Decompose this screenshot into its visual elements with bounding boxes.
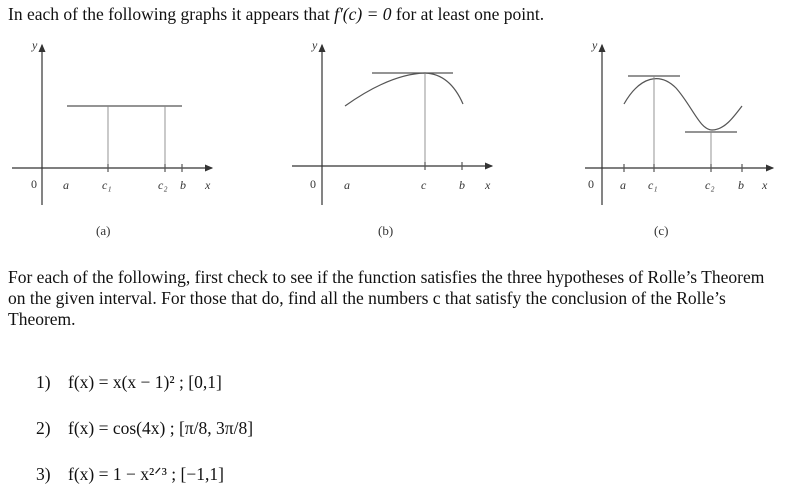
intro-math: f′(c) = 0: [334, 4, 392, 24]
graph-b-tick-c: c: [421, 178, 427, 192]
graph-a-tick-b: b: [180, 178, 186, 192]
graph-c-function-curve: [624, 79, 742, 130]
graph-c-y-label: y: [592, 38, 598, 52]
graph-c-origin-label: 0: [588, 177, 594, 191]
graph-b-origin-label: 0: [310, 177, 316, 191]
problem-1: 1) f(x) = x(x − 1)² ; [0,1]: [36, 372, 222, 392]
problem-2: 2) f(x) = cos(4x) ; [π/8, 3π/8]: [36, 418, 254, 438]
graph-a-tick-a: a: [63, 178, 69, 192]
problem-3-interval: [−1,1]: [180, 464, 224, 484]
problem-2-function: f(x) = cos(4x): [68, 418, 166, 438]
problem-1-interval: [0,1]: [188, 372, 222, 392]
problem-1-number: 1): [36, 372, 51, 392]
problem-1-function: f(x) = x(x − 1)²: [68, 372, 175, 392]
graph-c: [585, 45, 773, 205]
graph-a-tick-x: x: [205, 178, 211, 192]
graph-b-function-curve: [345, 73, 463, 106]
problem-3-function: f(x) = 1 − x²ᐟ³: [68, 464, 167, 484]
graph-c-tick-b: b: [738, 178, 744, 192]
graph-a-y-label: y: [32, 38, 38, 52]
graph-a-tick-c2: c₂: [158, 178, 168, 192]
instructions-paragraph: For each of the following, first check to see if the function satisfies the three hypotheses of Rolle’s Theorem on the given interval. For those that do, find all the numbers c that satisfy the conclusion of the Rolle’s Theorem.: [8, 267, 765, 329]
intro-text-before: In each of the following graphs it appears that: [8, 4, 335, 24]
graph-b-tick-a: a: [344, 178, 350, 192]
graph-c-caption: (c): [654, 223, 669, 238]
problem-2-interval: [π/8, 3π/8]: [178, 418, 254, 438]
graph-c-tick-c2: c₂: [705, 178, 715, 192]
graph-c-tick-c1: c₁: [648, 178, 658, 192]
graph-c-tick-a: a: [620, 178, 626, 192]
problem-2-number: 2): [36, 418, 51, 438]
graph-a-origin-label: 0: [31, 177, 37, 191]
problem-3: 3) f(x) = 1 − x²ᐟ³ ; [−1,1]: [36, 464, 224, 484]
graph-a-tick-c1: c₁: [102, 178, 112, 192]
intro-text-after: for at least one point.: [391, 4, 545, 24]
graph-a-caption: (a): [96, 223, 111, 238]
graph-b-caption: (b): [378, 223, 394, 238]
graph-b-tick-x: x: [485, 178, 491, 192]
graph-b-tick-b: b: [459, 178, 465, 192]
graph-b-y-label: y: [312, 38, 318, 52]
graph-c-tick-x: x: [762, 178, 768, 192]
problem-3-number: 3): [36, 464, 51, 484]
